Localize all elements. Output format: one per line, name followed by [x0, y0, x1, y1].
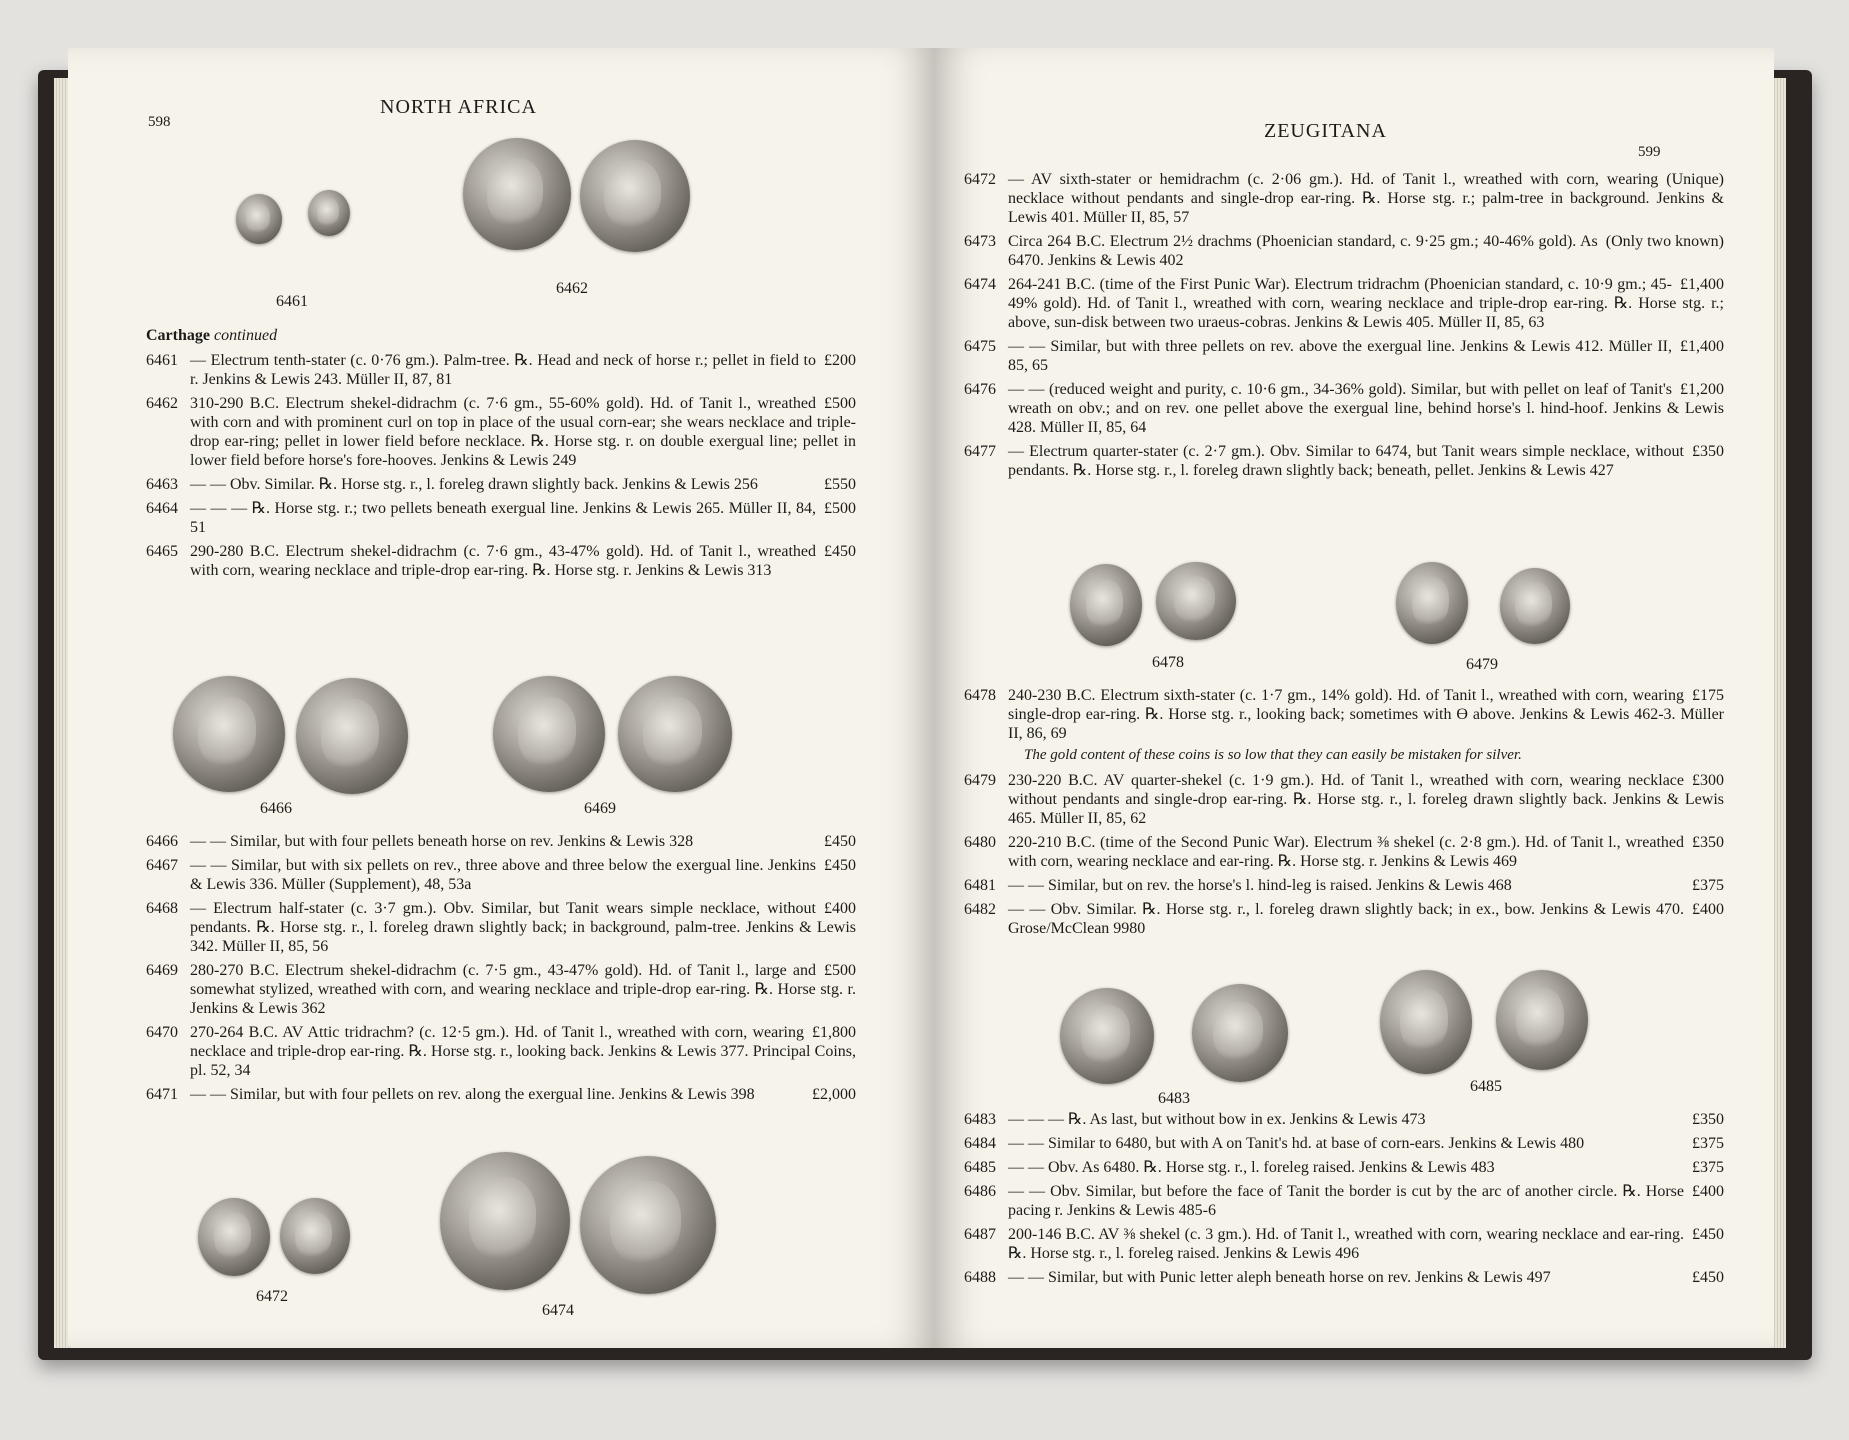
- entry-price: £450: [824, 833, 856, 850]
- entry-price: £400: [1692, 1183, 1724, 1200]
- entry-list-left-b: [146, 832, 856, 1104]
- entry-price: £300: [1692, 772, 1724, 789]
- right-page: [934, 48, 1774, 1348]
- coin-6462-obverse: [463, 138, 571, 250]
- entry-number: 6477: [964, 443, 996, 460]
- entry-text-block: [1008, 833, 1724, 871]
- coin-label-6461: 6461: [276, 293, 308, 310]
- entry-description: — — Obv. As 6480. ℞. Horse stg. r., l. foreleg raised. Jenkins & Lewis 483: [1008, 1159, 1495, 1176]
- entry-number: 6468: [146, 900, 178, 917]
- entry-text-block: [190, 961, 856, 1018]
- entry-number: 6461: [146, 352, 178, 369]
- coin-6478-obverse: [1070, 564, 1142, 646]
- entry-number: 6482: [964, 901, 996, 918]
- catalogue-entry: [146, 856, 856, 894]
- entry-price: £1,200: [1680, 381, 1724, 398]
- entry-number: 6476: [964, 381, 996, 398]
- entry-description: 280-270 B.C. Electrum shekel-didrachm (c. 7·5 gm., 43-47% gold). Hd. of Tanit l., large and somewhat stylized, wreathed with corn, and wearing necklace and triple-drop ear-ring. ℞. Horse stg. r. Jenkins & Lewis 362: [190, 962, 856, 1017]
- page-edges-right: [1772, 78, 1786, 1348]
- entry-list-right-c: [964, 1110, 1724, 1287]
- catalogue-entry: [964, 876, 1724, 895]
- coin-6469-reverse: [618, 676, 732, 792]
- page-number-left: 598: [148, 114, 171, 130]
- entry-price: £450: [824, 857, 856, 874]
- catalogue-entry: [146, 394, 856, 470]
- entry-price: £1,400: [1680, 276, 1724, 293]
- entry-description: 240-230 B.C. Electrum sixth-stater (c. 1·7 gm., 14% gold). Hd. of Tanit l., wreathed with corn, wearing single-drop ear-ring. ℞. Horse stg. r., looking back; sometimes with ϴ above. Jenkins & Lewis 462-3. Müller II, 86, 69: [1008, 687, 1724, 742]
- catalogue-entry: [146, 1085, 856, 1104]
- right-entries-c: [964, 1110, 1724, 1292]
- entry-price: £375: [1692, 877, 1724, 894]
- entry-description: — — Similar, but with Punic letter aleph beneath horse on rev. Jenkins & Lewis 497: [1008, 1269, 1551, 1286]
- section-title-text: Carthage: [146, 327, 210, 344]
- entry-price: £350: [1692, 443, 1724, 460]
- entry-description: — — Similar, but with three pellets on rev. above the exergual line. Jenkins & Lewis 412. Müller II, 85, 65: [1008, 338, 1672, 374]
- entry-text-block: [1008, 232, 1724, 270]
- entry-number: 6467: [146, 857, 178, 874]
- coin-label-6466: 6466: [260, 800, 292, 817]
- entry-number: 6465: [146, 543, 178, 560]
- entry-price: £450: [1692, 1269, 1724, 1286]
- entry-text-block: [1008, 771, 1724, 828]
- entry-description: — AV sixth-stater or hemidrachm (c. 2·06 gm.). Hd. of Tanit l., wreathed with corn, wearing necklace without pendants and single-drop ear-ring. ℞. Horse stg. r.; palm-tree in background. Jenkins & Lewis 401. Müller II, 85, 57: [1008, 171, 1724, 226]
- catalogue-entry: [146, 961, 856, 1018]
- catalogue-entry: [964, 1158, 1724, 1177]
- catalogue-entry: [146, 542, 856, 580]
- entry-price: £175: [1692, 687, 1724, 704]
- catalogue-entry: [964, 170, 1724, 227]
- entry-description: — — Obv. Similar. ℞. Horse stg. r., l. foreleg drawn slightly back; in ex., bow. Jenkins & Lewis 470. Grose/McClean 9980: [1008, 901, 1684, 937]
- right-entries-a: [964, 170, 1724, 485]
- entry-price: £1,800: [812, 1024, 856, 1041]
- entry-description: Circa 264 B.C. Electrum 2½ drachms (Phoenician standard, c. 9·25 gm.; 40-46% gold). As 6470. Jenkins & Lewis 402: [1008, 233, 1598, 269]
- entry-price: £450: [824, 543, 856, 560]
- entry-text-block: [190, 832, 856, 851]
- entry-text-block: [1008, 1110, 1724, 1129]
- entry-price: £1,400: [1680, 338, 1724, 355]
- entry-description: — — Similar, but with four pellets on rev. along the exergual line. Jenkins & Lewis 398: [190, 1086, 755, 1103]
- entry-text-block: [190, 542, 856, 580]
- entry-number: 6480: [964, 834, 996, 851]
- catalogue-entry: [146, 499, 856, 537]
- catalogue-entry: [964, 900, 1724, 938]
- entry-text-block: [1008, 337, 1724, 375]
- coin-6462-reverse: [580, 140, 690, 252]
- catalogue-entry: [964, 442, 1724, 480]
- catalogue-entry: [146, 832, 856, 851]
- entry-number: 6472: [964, 171, 996, 188]
- coin-label-6474: 6474: [542, 1302, 574, 1319]
- left-entries-b: [146, 832, 856, 1109]
- entry-number: 6488: [964, 1269, 996, 1286]
- entry-note: The gold content of these coins is so low that they can easily be mistaken for silver.: [1024, 747, 1522, 763]
- entry-number: 6466: [146, 833, 178, 850]
- entry-list-right-a: [964, 170, 1724, 480]
- coin-6466-obverse: [173, 676, 285, 792]
- catalogue-entry: [964, 1110, 1724, 1129]
- entry-number: 6483: [964, 1111, 996, 1128]
- catalogue-entry: [146, 1023, 856, 1080]
- entry-description: — — Obv. Similar, but before the face of Tanit the border is cut by the arc of another circle. ℞. Horse pacing r. Jenkins & Lewis 485-6: [1008, 1183, 1684, 1219]
- coin-6485-reverse: [1496, 970, 1588, 1070]
- entry-price: £375: [1692, 1159, 1724, 1176]
- running-head-left: NORTH AFRICA: [380, 96, 537, 118]
- entry-text-block: [190, 1085, 856, 1104]
- entry-description: — — — ℞. Horse stg. r.; two pellets beneath exergual line. Jenkins & Lewis 265. Müller II, 84, 51: [190, 500, 816, 536]
- entry-text-block: [1008, 275, 1724, 332]
- entry-description: 200-146 B.C. AV ⅜ shekel (c. 3 gm.). Hd. of Tanit l., wreathed with corn, wearing necklace and ear-ring. ℞. Horse stg. r., l. foreleg raised. Jenkins & Lewis 496: [1008, 1226, 1684, 1262]
- entry-text-block: [1008, 170, 1724, 227]
- entry-number: 6485: [964, 1159, 996, 1176]
- entry-number: 6474: [964, 276, 996, 293]
- coin-6485-obverse: [1380, 970, 1472, 1074]
- coin-6472-obverse: [198, 1198, 270, 1276]
- coin-6478-reverse: [1156, 562, 1236, 640]
- entry-text-block: [1008, 1225, 1724, 1263]
- section-title-suffix: continued: [213, 327, 278, 344]
- coin-6461-reverse: [308, 190, 350, 236]
- entry-price: £500: [824, 395, 856, 412]
- coin-label-6472: 6472: [256, 1288, 288, 1305]
- entry-text-block: [190, 899, 856, 956]
- running-head-right: ZEUGITANA: [1264, 120, 1387, 142]
- entry-number: 6471: [146, 1086, 178, 1103]
- entry-text-block: [1008, 1158, 1724, 1177]
- entry-number: 6464: [146, 500, 178, 517]
- entry-description: — Electrum tenth-stater (c. 0·76 gm.). Palm-tree. ℞. Head and neck of horse r.; pellet in field to r. Jenkins & Lewis 243. Müller II, 87, 81: [190, 352, 816, 388]
- coin-6483-obverse: [1060, 988, 1154, 1084]
- entry-number: 6481: [964, 877, 996, 894]
- entry-number: 6475: [964, 338, 996, 355]
- entry-number: 6486: [964, 1183, 996, 1200]
- entry-description: 270-264 B.C. AV Attic tridrachm? (c. 12·5 gm.). Hd. of Tanit l., wreathed with corn, wearing necklace and triple-drop ear-ring. ℞. Horse stg. r., looking back. Jenkins & Lewis 377. Principal Coins, pl. 52, 34: [190, 1024, 856, 1079]
- entry-description: — — — ℞. As last, but without bow in ex. Jenkins & Lewis 473: [1008, 1111, 1426, 1128]
- entry-number: 6479: [964, 772, 996, 789]
- entry-description: 264-241 B.C. (time of the First Punic War). Electrum tridrachm (Phoenician standard, c. 10·9 gm.; 45-49% gold). Hd. of Tanit l., wreathed with corn, wearing necklace and triple-drop ear-ring. ℞. Horse stg. r.; above, sun-disk between two uraeus-cobras. Jenkins & Lewis 405. Müller II, 85, 63: [1008, 276, 1724, 331]
- coin-label-6479: 6479: [1466, 656, 1498, 673]
- catalogue-entry: [964, 1182, 1724, 1220]
- coin-6472-reverse: [280, 1198, 350, 1274]
- entry-description: 290-280 B.C. Electrum shekel-didrachm (c. 7·6 gm., 43-47% gold). Hd. of Tanit l., wreathed with corn, wearing necklace and triple-drop ear-ring. ℞. Horse stg. r. Jenkins & Lewis 313: [190, 543, 816, 579]
- catalogue-entry: [146, 899, 856, 956]
- entry-number: 6462: [146, 395, 178, 412]
- coin-6474-obverse: [440, 1152, 570, 1290]
- coin-label-6469: 6469: [584, 800, 616, 817]
- entry-text-block: [190, 394, 856, 470]
- entry-text-block: [1008, 876, 1724, 895]
- entry-number: 6469: [146, 962, 178, 979]
- catalogue-entry: [964, 275, 1724, 332]
- entry-description: — — Similar, but with six pellets on rev., three above and three below the exergual line. Jenkins & Lewis 336. Müller (Supplement), 48, 53a: [190, 857, 816, 893]
- entry-text-block: [190, 499, 856, 537]
- catalogue-entry: [146, 351, 856, 389]
- entry-description: 310-290 B.C. Electrum shekel-didrachm (c. 7·6 gm., 55-60% gold). Hd. of Tanit l., wreathed with corn and with prominent curl on top in place of the usual corn-ear; she wears necklace and triple-drop ear-ring; pellet in lower field before necklace. ℞. Horse stg. r. on double exergual line; pellet in lower field before horse's fore-hooves. Jenkins & Lewis 249: [190, 395, 856, 469]
- entry-text-block: [1008, 686, 1724, 743]
- entry-price: £400: [824, 900, 856, 917]
- coin-6483-reverse: [1192, 984, 1288, 1082]
- coin-6466-reverse: [296, 678, 408, 794]
- left-page: [68, 48, 934, 1348]
- entry-text-block: [190, 351, 856, 389]
- entry-price: £350: [1692, 1111, 1724, 1128]
- entry-description: 230-220 B.C. AV quarter-shekel (c. 1·9 gm.). Hd. of Tanit l., wreathed with corn, wearing necklace without pendants and single-drop ear-ring. ℞. Horse stg. r., l. foreleg drawn slightly back. Jenkins & Lewis 465. Müller II, 85, 62: [1008, 772, 1724, 827]
- entry-description: 220-210 B.C. (time of the Second Punic War). Electrum ⅜ shekel (c. 2·8 gm.). Hd. of Tanit l., wreathed with corn, wearing necklace and ear-ring. ℞. Horse stg. r. Jenkins & Lewis 469: [1008, 834, 1684, 870]
- entry-price: £400: [1692, 901, 1724, 918]
- entry-price: £2,000: [812, 1086, 856, 1103]
- coin-label-6478: 6478: [1152, 654, 1184, 671]
- entry-price: £500: [824, 962, 856, 979]
- coin-label-6462: 6462: [556, 280, 588, 297]
- catalogue-entry: [964, 1268, 1724, 1287]
- catalogue-entry: [146, 475, 856, 494]
- catalogue-entry: [964, 337, 1724, 375]
- entry-description: — — Similar, but on rev. the horse's l. hind-leg is raised. Jenkins & Lewis 468: [1008, 877, 1512, 894]
- entry-price: £200: [824, 352, 856, 369]
- entry-list-left-a: [146, 351, 856, 580]
- catalogue-entry: [964, 1225, 1724, 1263]
- coin-6474-reverse: [580, 1156, 716, 1294]
- entry-text-block: [1008, 1134, 1724, 1153]
- catalogue-entry: [964, 686, 1724, 743]
- entry-text-block: [1008, 380, 1724, 437]
- entry-text-block: [1008, 442, 1724, 480]
- entry-description: — — Similar to 6480, but with A on Tanit's hd. at base of corn-ears. Jenkins & Lewis 480: [1008, 1135, 1585, 1152]
- entry-price: £500: [824, 500, 856, 517]
- entry-text-block: [190, 1023, 856, 1080]
- coin-6469-obverse: [493, 676, 605, 792]
- entry-number: 6470: [146, 1024, 178, 1041]
- entry-list-right-b: [964, 686, 1724, 938]
- entry-text-block: [1008, 900, 1724, 938]
- section-title: [146, 326, 856, 345]
- entry-description: — Electrum half-stater (c. 3·7 gm.). Obv. Similar, but Tanit wears simple necklace, without pendants. ℞. Horse stg. r., l. foreleg drawn slightly back; in background, palm-tree. Jenkins & Lewis 342. Müller II, 85, 56: [190, 900, 856, 955]
- entry-description: — — Similar, but with four pellets beneath horse on rev. Jenkins & Lewis 328: [190, 833, 694, 850]
- catalogue-entry: [964, 232, 1724, 270]
- entry-text-block: [190, 475, 856, 494]
- catalogue-entry: [964, 771, 1724, 828]
- entry-price: (Only two known): [1605, 233, 1724, 250]
- entry-price: £350: [1692, 834, 1724, 851]
- entry-number: 6478: [964, 687, 996, 704]
- coin-label-6483: 6483: [1158, 1090, 1190, 1107]
- entry-number: 6487: [964, 1226, 996, 1243]
- coin-6479-reverse: [1500, 568, 1570, 644]
- entry-number: 6473: [964, 233, 996, 250]
- entry-text-block: [190, 856, 856, 894]
- coin-label-6485: 6485: [1470, 1078, 1502, 1095]
- catalogue-entry: [964, 1134, 1724, 1153]
- entry-number: 6463: [146, 476, 178, 493]
- page-number-right: 599: [1638, 144, 1661, 160]
- entry-description: — Electrum quarter-stater (c. 2·7 gm.). Obv. Similar to 6474, but Tanit wears simple necklace, without pendants. ℞. Horse stg. r., l. foreleg drawn slightly back; beneath, pellet. Jenkins & Lewis 427: [1008, 443, 1684, 479]
- entry-price: £375: [1692, 1135, 1724, 1152]
- entry-text-block: [1008, 1182, 1724, 1220]
- catalogue-entry: [964, 833, 1724, 871]
- entry-price: £550: [824, 476, 856, 493]
- entry-number: 6484: [964, 1135, 996, 1152]
- entry-price: (Unique): [1666, 171, 1724, 188]
- coin-6479-obverse: [1396, 562, 1468, 644]
- coin-6461-obverse: [236, 194, 282, 244]
- catalogue-entry: [964, 380, 1724, 437]
- left-entries-a: [146, 326, 856, 585]
- entry-price: £450: [1692, 1226, 1724, 1243]
- entry-text-block: [1008, 1268, 1724, 1287]
- entry-description: — — Obv. Similar. ℞. Horse stg. r., l. foreleg drawn slightly back. Jenkins & Lewis 256: [190, 476, 758, 493]
- right-entries-b: [964, 686, 1724, 943]
- entry-description: — — (reduced weight and purity, c. 10·6 gm., 34-36% gold). Similar, but with pellet on leaf of Tanit's wreath on obv.; and on rev. one pellet above the exergual line, behind horse's l. hind-hoof. Jenkins & Lewis 428. Müller II, 85, 64: [1008, 381, 1724, 436]
